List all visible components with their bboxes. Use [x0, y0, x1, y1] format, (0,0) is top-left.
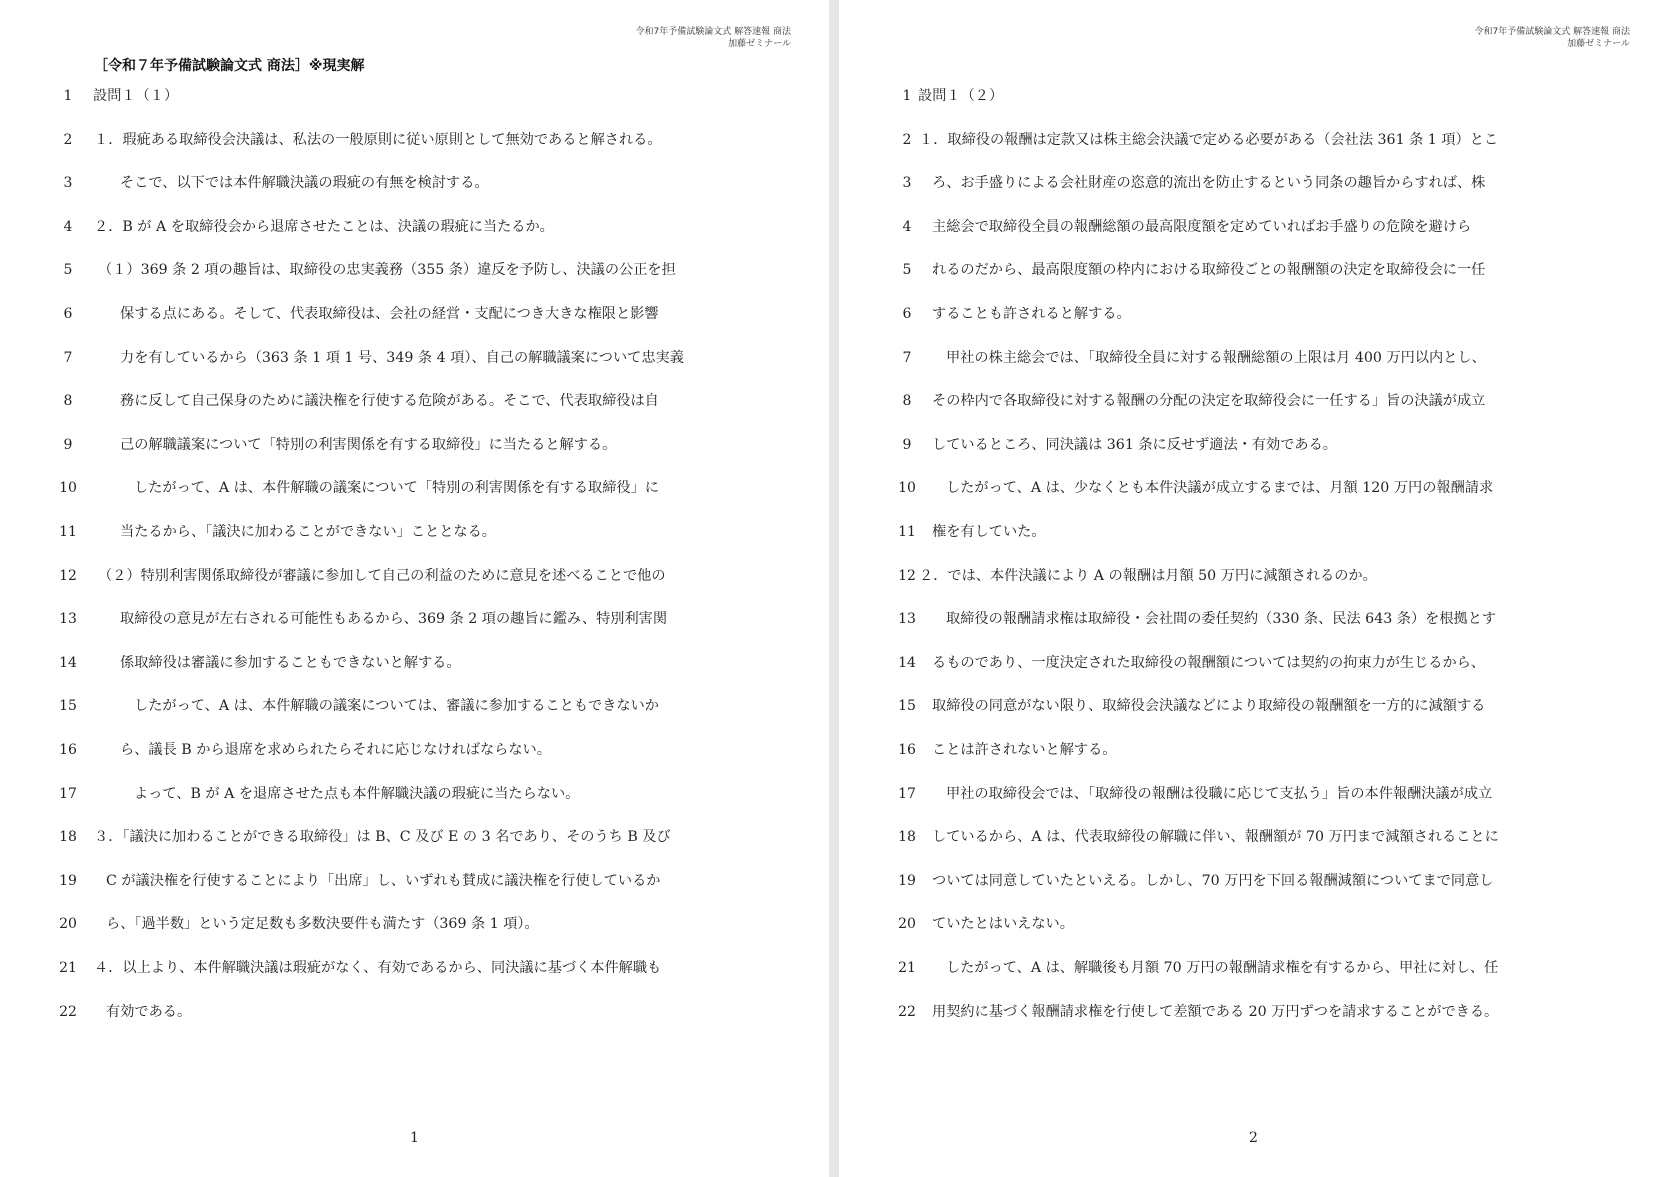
line-number: 19 [898, 872, 916, 889]
page-header [1475, 26, 1630, 50]
line-number: 11 [59, 524, 77, 540]
line-number: 5 [902, 262, 912, 279]
line-text: 己の解職議案について「特別の利害関係を有する取締役」に当たると解する。 [120, 436, 617, 453]
document-line [839, 912, 1668, 936]
document-line [0, 476, 829, 500]
line-text: ら、「過半数」という定足数も多数決要件も満たす（369 条 1 項）。 [106, 916, 539, 933]
line-number: 18 [898, 829, 916, 846]
line-number: 15 [59, 698, 77, 715]
document-line [839, 128, 1668, 152]
line-number: 1 [63, 88, 73, 104]
line-text: ていたとはいえない。 [932, 916, 1074, 933]
document-line [839, 389, 1668, 413]
line-text: 取締役の同意がない限り、取締役会決議などにより取締役の報酬額を一方的に減額する [932, 698, 1486, 715]
line-number: 6 [63, 306, 73, 322]
line-number: 19 [59, 872, 77, 889]
line-number: 4 [902, 218, 912, 235]
line-text: C が議決権を行使することにより「出席」し、いずれも賛成に議決権を行使しているか [106, 872, 661, 889]
line-number: 13 [59, 611, 77, 628]
line-text: ついては同意していたといえる。しかし、70 万円を下回る報酬減額についてまで同意し [932, 872, 1494, 889]
document-page-2 [839, 0, 1668, 1177]
line-text: （１）369 条 2 項の趣旨は、取締役の忠実義務（355 条）違反を予防し、決議の公正を担 [98, 262, 676, 279]
line-text: 用契約に基づく報酬請求権を行使して差額である 20 万円ずつを請求することができる。 [932, 1003, 1499, 1020]
line-text: そこで、以下では本件解職決議の瑕疵の有無を検討する。 [120, 175, 489, 192]
line-text: 力を有しているから（363 条 1 項 1 号、349 条 4 項）、自己の解職議案について忠実義 [120, 349, 684, 366]
document-line [839, 694, 1668, 718]
document-title: ［令和７年予備試験論文式 商法］※現実解 [94, 58, 365, 74]
line-text: ４．以上より、本件解職決議は瑕疵がなく、有効であるから、同決議に基づく本件解職も [94, 960, 662, 976]
line-number: 17 [898, 785, 916, 802]
document-line [839, 258, 1668, 282]
document-line [839, 346, 1668, 370]
line-text: 保する点にある。そして、代表取締役は、会社の経営・支配につき大きな権限と影響 [120, 306, 659, 322]
document-line [0, 1000, 829, 1024]
line-number: 14 [898, 654, 916, 671]
line-text: 係取締役は審議に参加することもできないと解する。 [120, 654, 461, 671]
line-number: 10 [59, 480, 77, 497]
line-number: 9 [902, 436, 912, 453]
line-number: 7 [63, 349, 73, 366]
line-number: 3 [63, 175, 73, 192]
line-text: 主総会で取締役全員の報酬総額の最高限度額を定めていればお手盛りの危険を避けら [932, 218, 1472, 235]
line-number: 7 [902, 349, 912, 366]
line-number: 21 [59, 960, 77, 976]
line-number: 15 [898, 698, 916, 715]
document-line [839, 607, 1668, 631]
line-text: ２．では、本件決議により A の報酬は月額 50 万円に減額されるのか。 [919, 567, 1377, 584]
document-line [0, 651, 829, 675]
line-number: 5 [63, 262, 73, 279]
document-page-1 [0, 0, 829, 1177]
line-number: 12 [898, 567, 916, 584]
line-number: 13 [898, 611, 916, 628]
document-line [839, 1000, 1668, 1024]
line-text: 設問１（１） [93, 88, 179, 104]
line-text: るものであり、一度決定された取締役の報酬額については契約の拘束力が生じるから、 [932, 654, 1486, 671]
line-text: 権を有していた。 [932, 524, 1046, 540]
document-line [0, 433, 829, 457]
line-text: したがって、A は、本件解職の議案について「特別の利害関係を有する取締役」に [134, 480, 659, 497]
page-number: 2 [1249, 1130, 1258, 1146]
document-line [0, 389, 829, 413]
header-publisher: 加藤ゼミナール [728, 39, 791, 49]
line-number: 17 [59, 785, 77, 802]
line-number: 8 [902, 393, 912, 410]
document-line [0, 346, 829, 370]
document-line [839, 520, 1668, 544]
line-text: １．取締役の報酬は定款又は株主総会決議で定める必要がある（会社法 361 条 1 項）とこ [919, 131, 1499, 148]
document-line [839, 476, 1668, 500]
line-number: 11 [898, 524, 916, 540]
line-text: したがって、A は、少なくとも本件決議が成立するまでは、月額 120 万円の報酬請求 [946, 480, 1494, 497]
document-line [0, 738, 829, 762]
document-line [839, 651, 1668, 675]
document-line [839, 215, 1668, 239]
line-number: 3 [902, 175, 912, 192]
document-line [0, 869, 829, 893]
line-text: その枠内で各取締役に対する報酬の分配の決定を取締役会に一任する」旨の決議が成立 [932, 393, 1486, 410]
document-line [0, 607, 829, 631]
line-number: 20 [898, 916, 916, 933]
line-number: 22 [898, 1003, 916, 1020]
line-text: しているから、A は、代表取締役の解職に伴い、報酬額が 70 万円まで減額されることに [932, 829, 1499, 846]
line-text: ろ、お手盛りによる会社財産の恣意的流出を防止するという同条の趣旨からすれば、株 [932, 175, 1486, 192]
header-exam-title: 令和7年予備試験論文式 解答速報 商法 [635, 27, 791, 37]
line-number: 4 [63, 218, 73, 235]
header-publisher: 加藤ゼミナール [1567, 39, 1630, 49]
document-line [0, 694, 829, 718]
line-number: 10 [898, 480, 916, 497]
document-line [839, 564, 1668, 588]
document-line [839, 738, 1668, 762]
line-text: 有効である。 [106, 1003, 192, 1020]
line-number: 8 [63, 393, 73, 410]
line-text: ら、議長 B から退席を求められたらそれに応じなければならない。 [120, 742, 551, 758]
document-line [839, 433, 1668, 457]
document-line [839, 171, 1668, 195]
line-text: ２．B が A を取締役会から退席させたことは、決議の瑕疵に当たるか。 [94, 218, 554, 235]
line-number: 14 [59, 654, 77, 671]
page-header [636, 26, 791, 50]
document-line [0, 520, 829, 544]
document-line [0, 564, 829, 588]
line-text: 設問１（２） [918, 88, 1004, 104]
line-number: 1 [902, 88, 912, 104]
line-number: 18 [59, 829, 77, 846]
line-number: 9 [63, 436, 73, 453]
document-line [0, 84, 829, 108]
line-text: することも許されると解する。 [932, 306, 1131, 322]
line-number: 2 [63, 131, 73, 148]
line-number: 2 [902, 131, 912, 148]
line-text: （２）特別利害関係取締役が審議に参加して自己の利益のために意見を述べることで他の [98, 567, 666, 584]
document-line [0, 215, 829, 239]
document-line [0, 302, 829, 326]
document-line [839, 84, 1668, 108]
line-number: 20 [59, 916, 77, 933]
document-line [0, 128, 829, 152]
line-number: 6 [902, 306, 912, 322]
line-text: 取締役の報酬請求権は取締役・会社間の委任契約（330 条、民法 643 条）を根拠とす [946, 611, 1497, 628]
line-number: 22 [59, 1003, 77, 1020]
document-line [839, 302, 1668, 326]
document-line [0, 912, 829, 936]
document-line [0, 171, 829, 195]
line-text: したがって、A は、本件解職の議案については、審議に参加することもできないか [134, 698, 659, 715]
line-text: よって、B が A を退席させた点も本件解職決議の瑕疵に当たらない。 [134, 785, 580, 802]
line-text: 当たるから、「議決に加わることができない」こととなる。 [120, 524, 496, 540]
document-line [0, 782, 829, 806]
line-text: 甲社の取締役会では、「取締役の報酬は役職に応じて支払う」旨の本件報酬決議が成立 [946, 785, 1493, 802]
document-line [0, 825, 829, 849]
document-line [839, 825, 1668, 849]
line-text: 取締役の意見が左右される可能性もあるから、369 条 2 項の趣旨に鑑み、特別利害関 [120, 611, 668, 628]
line-number: 16 [59, 742, 77, 758]
line-text: ３．「議決に加わることができる取締役」は B、C 及び E の 3 名であり、そのうち B 及び [94, 829, 671, 846]
document-line [0, 258, 829, 282]
line-text: ことは許されないと解する。 [932, 742, 1117, 758]
line-text: したがって、A は、解職後も月額 70 万円の報酬請求権を有するから、甲社に対し、任 [946, 960, 1499, 976]
document-line [839, 782, 1668, 806]
header-exam-title: 令和7年予備試験論文式 解答速報 商法 [1474, 27, 1630, 37]
line-number: 21 [898, 960, 916, 976]
line-text: 甲社の株主総会では、「取締役全員に対する報酬総額の上限は月 400 万円以内とし、 [946, 349, 1486, 366]
line-text: 務に反して自己保身のために議決権を行使する危険がある。そこで、代表取締役は自 [120, 393, 659, 410]
line-text: れるのだから、最高限度額の枠内における取締役ごとの報酬額の決定を取締役会に一任 [932, 262, 1486, 279]
line-text: しているところ、同決議は 361 条に反せず適法・有効である。 [932, 436, 1337, 453]
line-number: 12 [59, 567, 77, 584]
document-line [839, 956, 1668, 980]
document-line [0, 956, 829, 980]
page-number: 1 [410, 1130, 419, 1146]
line-text: １．瑕疵ある取締役会決議は、私法の一般原則に従い原則として無効であると解される。 [94, 131, 662, 148]
line-number: 16 [898, 742, 916, 758]
document-line [839, 869, 1668, 893]
